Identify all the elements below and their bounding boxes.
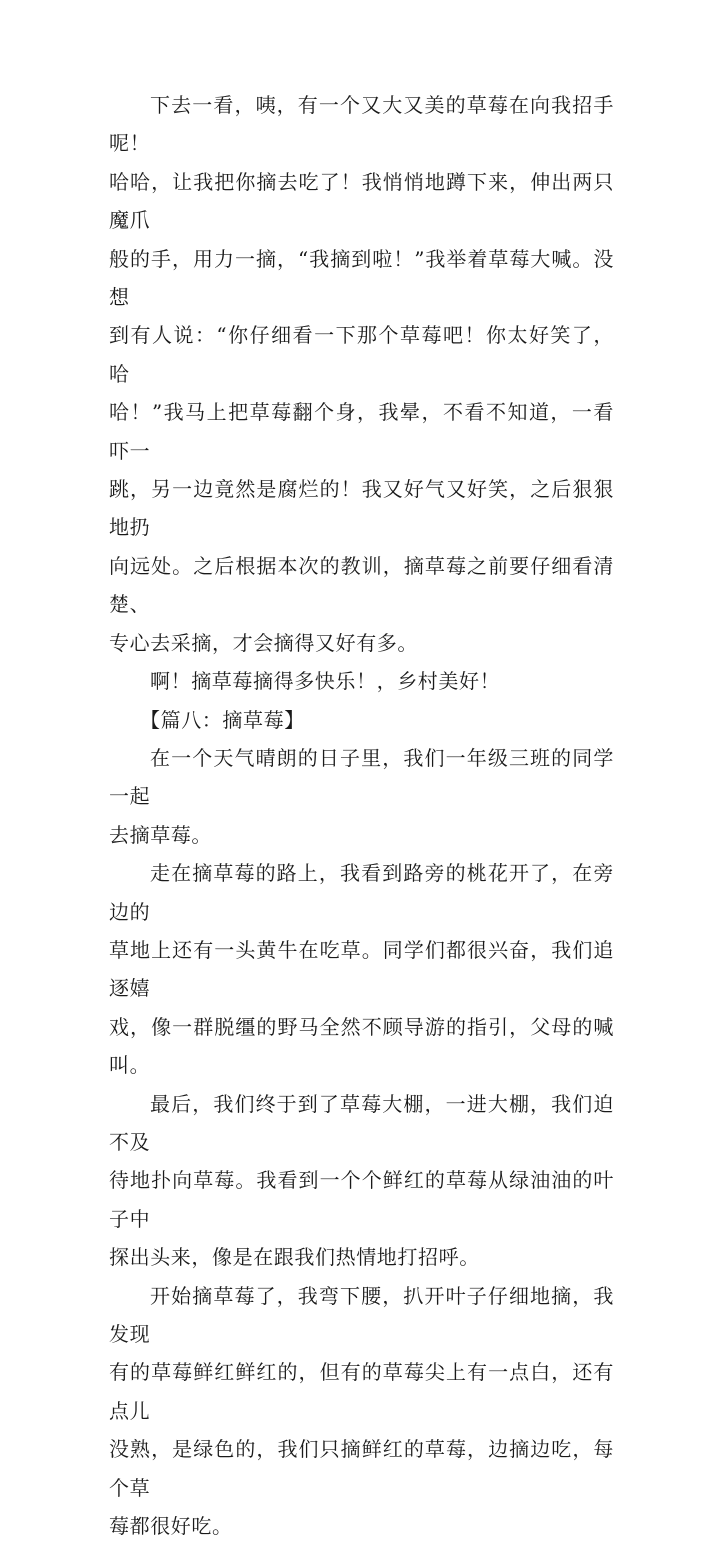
text-line: 走在摘草莓的路上，我看到路旁的桃花开了，在旁边的 bbox=[109, 861, 614, 924]
text-line: 跳，另一边竟然是腐烂的！我又好气又好笑，之后狠狠地扔 bbox=[109, 477, 614, 540]
text-line: 戏，像一群脱缰的野马全然不顾导游的指引，父母的喊叫。 bbox=[109, 1014, 614, 1078]
text-line: 到有人说：“你仔细看一下那个草莓吧！你太好笑了，哈 bbox=[109, 323, 614, 386]
text-line: 啊！摘草莓摘得多快乐！，乡村美好！ bbox=[150, 669, 501, 694]
text-line: 哈哈，让我把你摘去吃了！我悄悄地蹲下来，伸出两只魔爪 bbox=[109, 169, 614, 233]
text-line: 开始摘草莓了，我弯下腰，扒开叶子仔细地摘，我发现 bbox=[109, 1283, 614, 1346]
text-line: 向远处。之后根据本次的教训，摘草莓之前要仔细看清楚、 bbox=[109, 553, 614, 617]
paragraph-intro bbox=[109, 739, 614, 854]
paragraph-on-the-road bbox=[109, 854, 614, 1084]
text-line: 没熟，是绿色的，我们只摘鲜红的草莓，边摘边吃，每个草 bbox=[109, 1437, 614, 1500]
section-heading bbox=[109, 701, 614, 739]
paragraph-strawberry-rotten bbox=[109, 86, 614, 662]
text-line: 最后，我们终于到了草莓大棚，一进大棚，我们迫不及 bbox=[109, 1091, 614, 1154]
text-line: 探出头来，像是在跟我们热情地打招呼。 bbox=[109, 1245, 480, 1270]
text-line: 莓都很好吃。 bbox=[109, 1514, 233, 1539]
text-line: 下去一看，咦，有一个又大又美的草莓在向我招手呢！ bbox=[109, 93, 614, 156]
heading-text: 【篇八：摘草莓】 bbox=[140, 707, 305, 732]
text-line: 待地扑向草莓。我看到一个个鲜红的草莓从绿油油的叶子中 bbox=[109, 1168, 614, 1231]
text-line: 草地上还有一头黄牛在吃草。同学们都很兴奋，我们追逐嬉 bbox=[109, 937, 614, 1001]
text-line: 去摘草莓。 bbox=[109, 822, 212, 847]
paragraph-picking bbox=[109, 1277, 614, 1545]
text-line: 专心去采摘，才会摘得又好有多。 bbox=[109, 630, 418, 655]
document-body bbox=[109, 86, 614, 1545]
text-line: 哈！”我马上把草莓翻个身，我晕，不看不知道，一看吓一 bbox=[109, 400, 614, 463]
paragraph-greenhouse bbox=[109, 1085, 614, 1277]
text-line: 般的手，用力一摘，“我摘到啦！”我举着草莓大喊。没想 bbox=[109, 246, 614, 310]
text-line: 有的草莓鲜红鲜红的，但有的草莓尖上有一点白，还有点儿 bbox=[109, 1360, 614, 1423]
text-line: 在一个天气晴朗的日子里，我们一年级三班的同学一起 bbox=[109, 745, 614, 809]
paragraph-exclamation bbox=[109, 662, 614, 700]
